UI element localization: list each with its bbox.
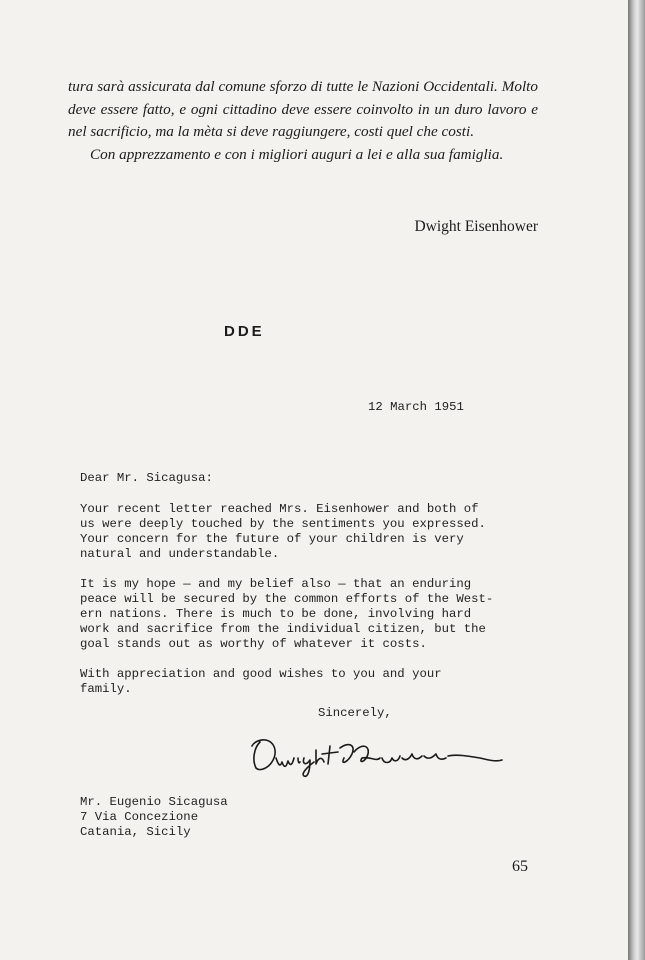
letterhead-initials: DDE	[224, 323, 265, 340]
letter-paragraph: It is my hope — and my belief also — that an enduring peace will be secured by the common efforts of the West- ern nations. There is much to be done, involving hard work and sacrifice from the individual citizen, but the goal stands out as worthy of whatever it costs.	[80, 577, 494, 651]
letter-salutation: Dear Mr. Sicagusa:	[80, 471, 213, 485]
page-number: 65	[512, 858, 528, 875]
handwritten-signature	[244, 728, 506, 778]
italian-translation	[68, 76, 538, 166]
italian-paragraph: Con apprezzamento e con i migliori auguri a lei e alla sua famiglia.	[90, 145, 504, 163]
letter-closing: Sincerely,	[318, 706, 392, 720]
italian-signature-name: Dwight Eisenhower	[414, 218, 538, 235]
address-line: Mr. Eugenio Sicagusa	[80, 795, 228, 809]
letter-paragraph: Your recent letter reached Mrs. Eisenhower and both of us were deeply touched by the sentiments you expressed. Your concern for the future of your children is very natural and understandable.	[80, 502, 486, 561]
italian-paragraph: tura sarà assicurata dal comune sforzo di tutte le Nazioni Occidentali. Molto deve essere fatto, e ogni cittadino deve essere coinvolto in un duro lavoro e nel sacrificio, ma la mèta si deve raggiungere, costi quel che costi.	[68, 78, 538, 140]
letter-date: 12 March 1951	[368, 400, 464, 414]
address-line: Catania, Sicily	[80, 825, 191, 839]
letter-body	[80, 502, 500, 712]
letter-paragraph: With appreciation and good wishes to you and your family.	[80, 667, 442, 696]
page-edge	[628, 0, 645, 960]
recipient-address	[80, 795, 228, 840]
address-line: 7 Via Concezione	[80, 810, 199, 824]
